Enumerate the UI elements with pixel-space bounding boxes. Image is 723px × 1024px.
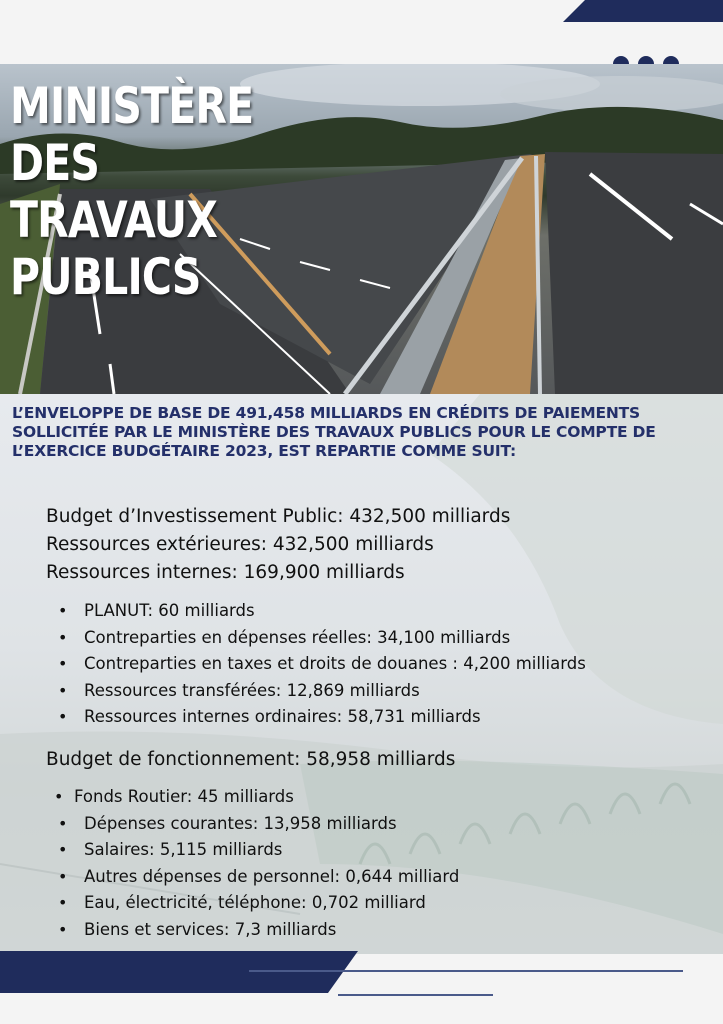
- bottom-decorative-line-short: [338, 994, 493, 996]
- hero-road-photo: [0, 64, 723, 394]
- list-item: • Ressources internes ordinaires: 58,731 milliards: [58, 704, 586, 731]
- list-item: • Salaires: 5,115 milliards: [58, 837, 459, 864]
- ressources-exterieures-line: Ressources extérieures: 432,500 milliards: [46, 534, 434, 555]
- list-item: • Dépenses courantes: 13,958 milliards: [58, 811, 459, 838]
- intro-heading: L’ENVELOPPE DE BASE DE 491,458 MILLIARDS EN CRÉDITS DE PAIEMENTS SOLLICITÉE PAR LE MINISTÈRE DES TRAVAUX PUBLICS POUR LE COMPTE DE L’EXERCICE BUDGÉTAIRE 2023, EST REPARTIE COMME SUIT:: [12, 404, 656, 460]
- top-corner-band: [563, 0, 723, 22]
- bottom-navy-band: [0, 951, 358, 993]
- operating-budget-list: [58, 784, 459, 944]
- title-line-2: TRAVAUX: [10, 191, 218, 249]
- list-item: • Autres dépenses de personnel: 0,644 milliard: [58, 864, 459, 891]
- budget-investissement-line: Budget d’Investissement Public: 432,500 milliards: [46, 506, 511, 527]
- list-item: • Biens et services: 7,3 milliards: [58, 917, 459, 944]
- budget-fonctionnement-line: Budget de fonctionnement: 58,958 milliards: [46, 749, 456, 770]
- investment-summary: [46, 503, 706, 587]
- list-item: • Ressources transférées: 12,869 milliards: [58, 678, 586, 705]
- list-item: • Contreparties en taxes et droits de douanes : 4,200 milliards: [58, 651, 586, 678]
- list-item: • PLANUT: 60 milliards: [58, 598, 586, 625]
- list-item: • Eau, électricité, téléphone: 0,702 milliard: [58, 890, 459, 917]
- internal-resources-list: [58, 598, 586, 731]
- title-line-3: PUBLICS: [10, 248, 201, 306]
- list-item: • Contreparties en dépenses réelles: 34,100 milliards: [58, 625, 586, 652]
- ressources-internes-line: Ressources internes: 169,900 milliards: [46, 562, 405, 583]
- title-line-1: MINISTÈRE DES: [10, 77, 254, 192]
- bottom-decorative-line: [249, 970, 683, 972]
- page-title: [10, 78, 354, 306]
- list-item: • Fonds Routier: 45 milliards: [54, 784, 459, 811]
